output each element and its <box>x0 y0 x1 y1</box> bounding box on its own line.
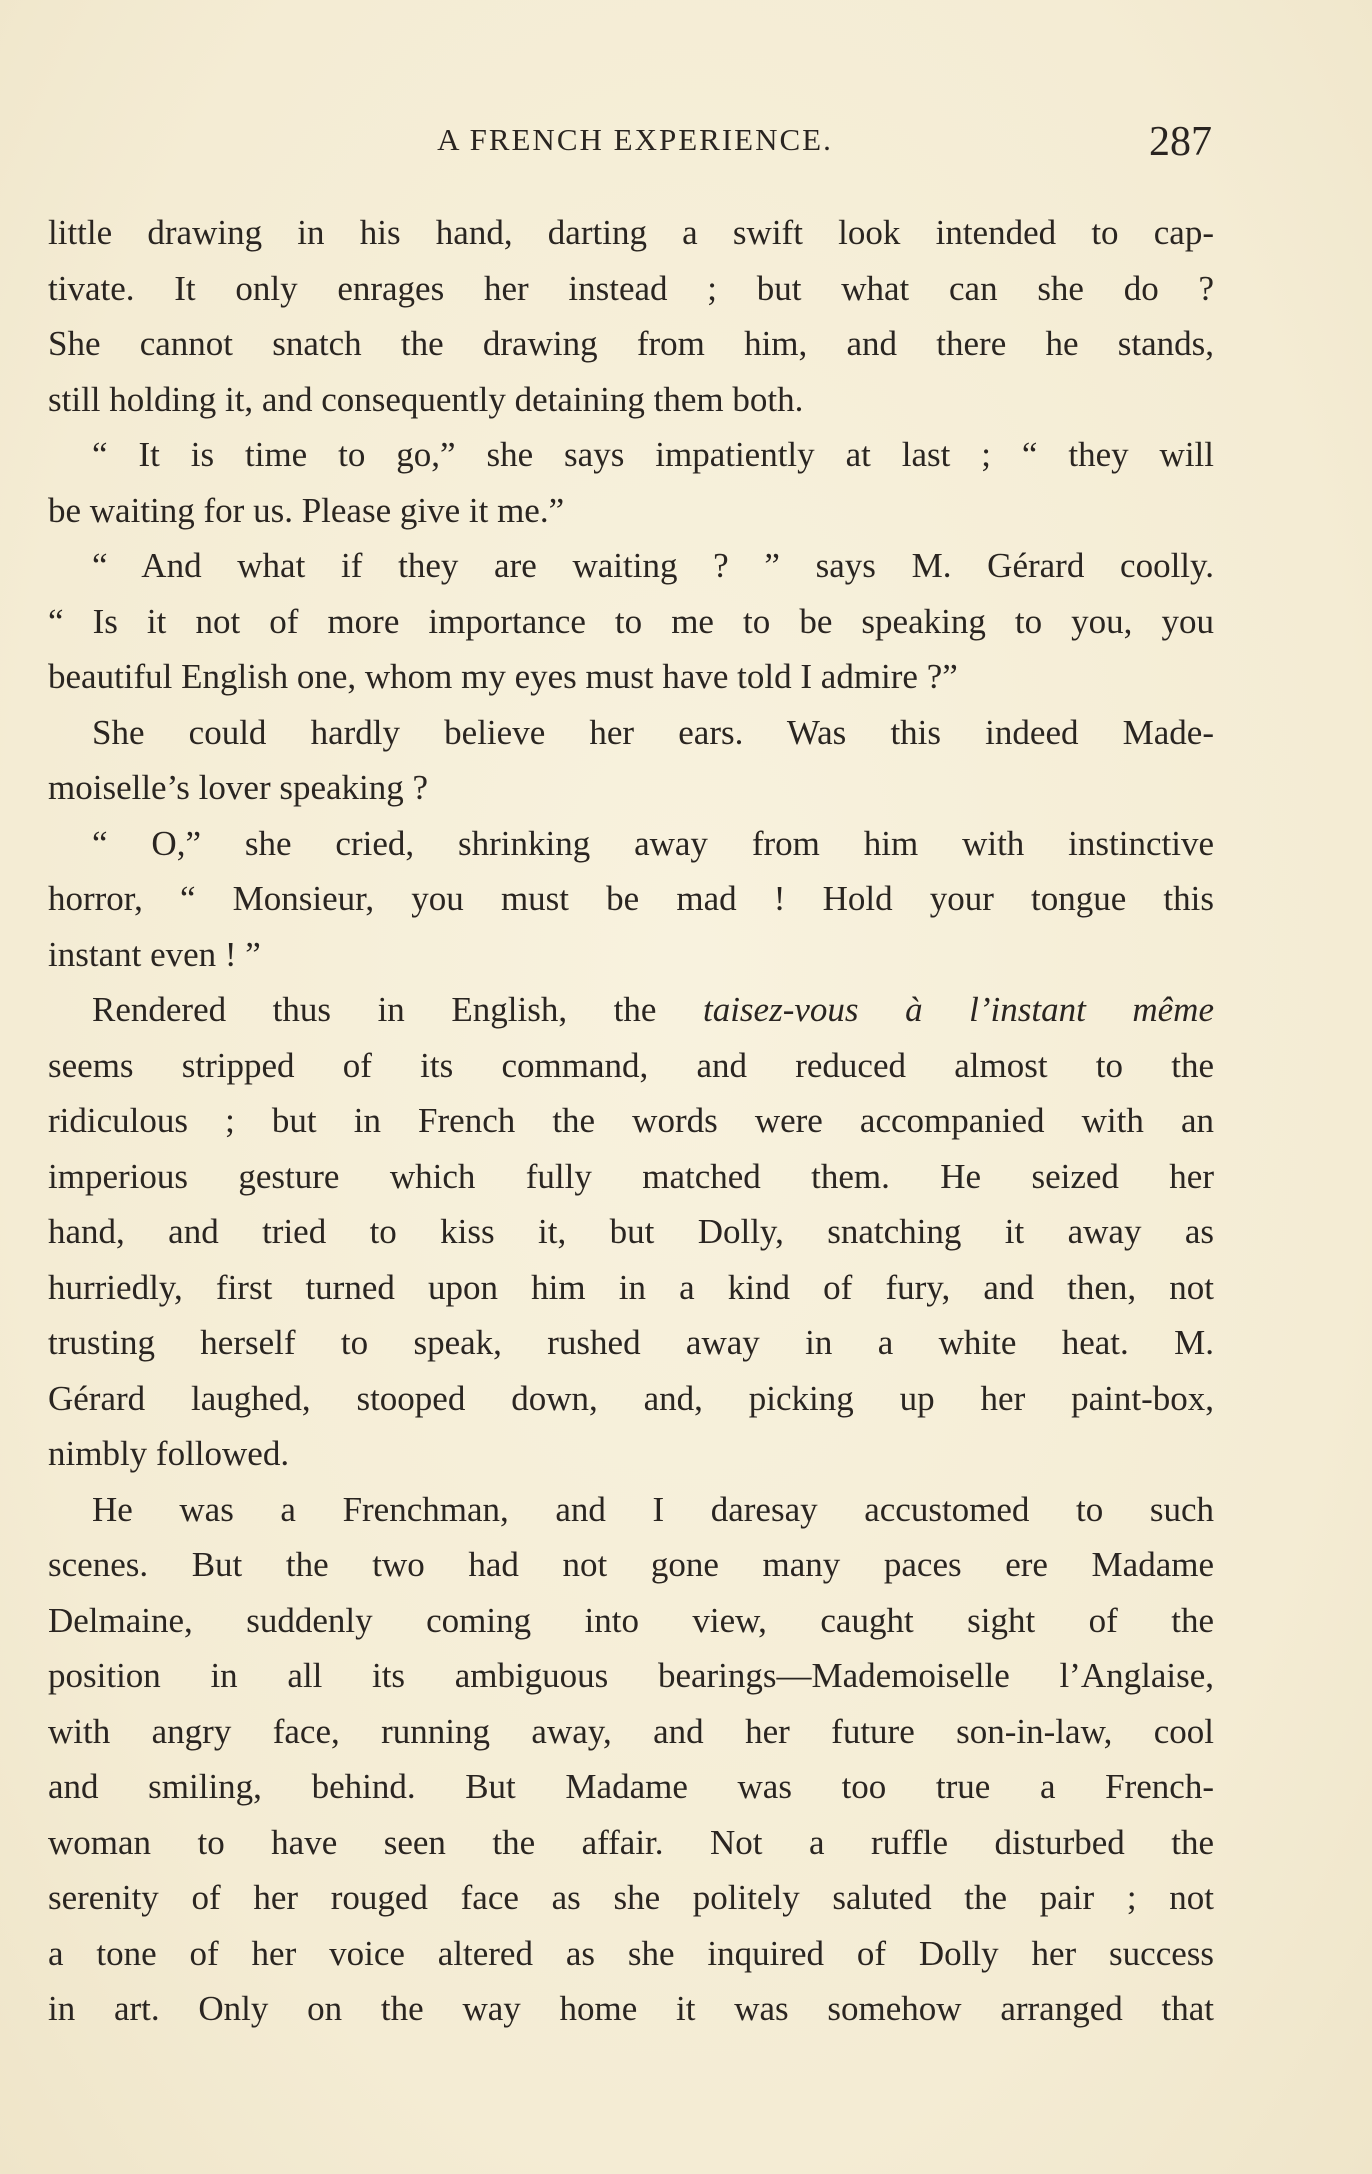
text-line: beautiful English one, whom my eyes must have told I admire ?” <box>48 657 958 696</box>
text-line: imperious gesture which fully matched them. He seized her <box>48 1156 1214 1196</box>
italic-phrase: taisez-vous à l’instant même <box>702 990 1214 1029</box>
text-line: a tone of her voice altered as she inquired of Dolly her success <box>48 1933 1214 1973</box>
text-line: “ O,” she cried, shrinking away from him with instinctive <box>92 823 1214 863</box>
text-line: “ And what if they are waiting ? ” says M. Gérard coolly. <box>92 546 1214 585</box>
text-line: hurriedly, first turned upon him in a kind of fury, and then, not <box>48 1267 1214 1307</box>
text-line: horror, “ Monsieur, you must be mad ! Hold your tongue this <box>48 879 1214 918</box>
text-line: hand, and tried to kiss it, but Dolly, snatching it away as <box>48 1212 1214 1251</box>
text-line: with angry face, running away, and her future son-in-law, cool <box>48 1711 1214 1751</box>
text-line: She could hardly believe her ears. Was this indeed Made- <box>92 712 1214 752</box>
running-title: A FRENCH EXPERIENCE. <box>437 122 833 157</box>
text-line: in art. Only on the way home it was somehow arranged that <box>48 1989 1214 2028</box>
text-line: moiselle’s lover speaking ? <box>48 768 429 807</box>
text-line: position in all its ambiguous bearings—Mademoiselle l’Anglaise, <box>48 1656 1214 1695</box>
page-number: 287 <box>1149 119 1212 165</box>
text-line: little drawing in his hand, darting a swift look intended to cap- <box>48 213 1214 252</box>
text-line: seems stripped of its command, and reduced almost to the <box>48 1045 1214 1085</box>
text-line: She cannot snatch the drawing from him, and there he stands, <box>48 324 1214 363</box>
text-line: ridiculous ; but in French the words were accompanied with an <box>48 1101 1214 1140</box>
text-line: Delmaine, suddenly coming into view, caught sight of the <box>48 1600 1214 1640</box>
text-line: serenity of her rouged face as she politely saluted the pair ; not <box>48 1878 1214 1917</box>
text-line: woman to have seen the affair. Not a ruffle disturbed the <box>48 1822 1214 1862</box>
running-header <box>60 118 1210 168</box>
text-line: and smiling, behind. But Madame was too true a French- <box>48 1767 1214 1806</box>
text-line: scenes. But the two had not gone many paces ere Madame <box>48 1545 1214 1584</box>
text-line: instant even ! ” <box>48 934 261 974</box>
text-line: tivate. It only enrages her instead ; but what can she do ? <box>48 268 1214 308</box>
text-line: nimbly followed. <box>48 1434 290 1473</box>
text-line: Rendered thus in English, the taisez-vous à l’instant même <box>92 990 1214 1029</box>
text-line: He was a Frenchman, and I daresay accustomed to such <box>92 1489 1214 1529</box>
body-text <box>48 205 1214 2037</box>
text-line: be waiting for us. Please give it me.” <box>48 490 565 530</box>
text-line: trusting herself to speak, rushed away in a white heat. M. <box>48 1323 1214 1362</box>
text-line: “ It is time to go,” she says impatiently at last ; “ they will <box>92 435 1214 474</box>
text-line: Gérard laughed, stooped down, and, picking up her paint-box, <box>48 1378 1214 1418</box>
text-line: “ Is it not of more importance to me to be speaking to you, you <box>48 601 1214 641</box>
text-line: still holding it, and consequently detaining them both. <box>48 379 804 419</box>
